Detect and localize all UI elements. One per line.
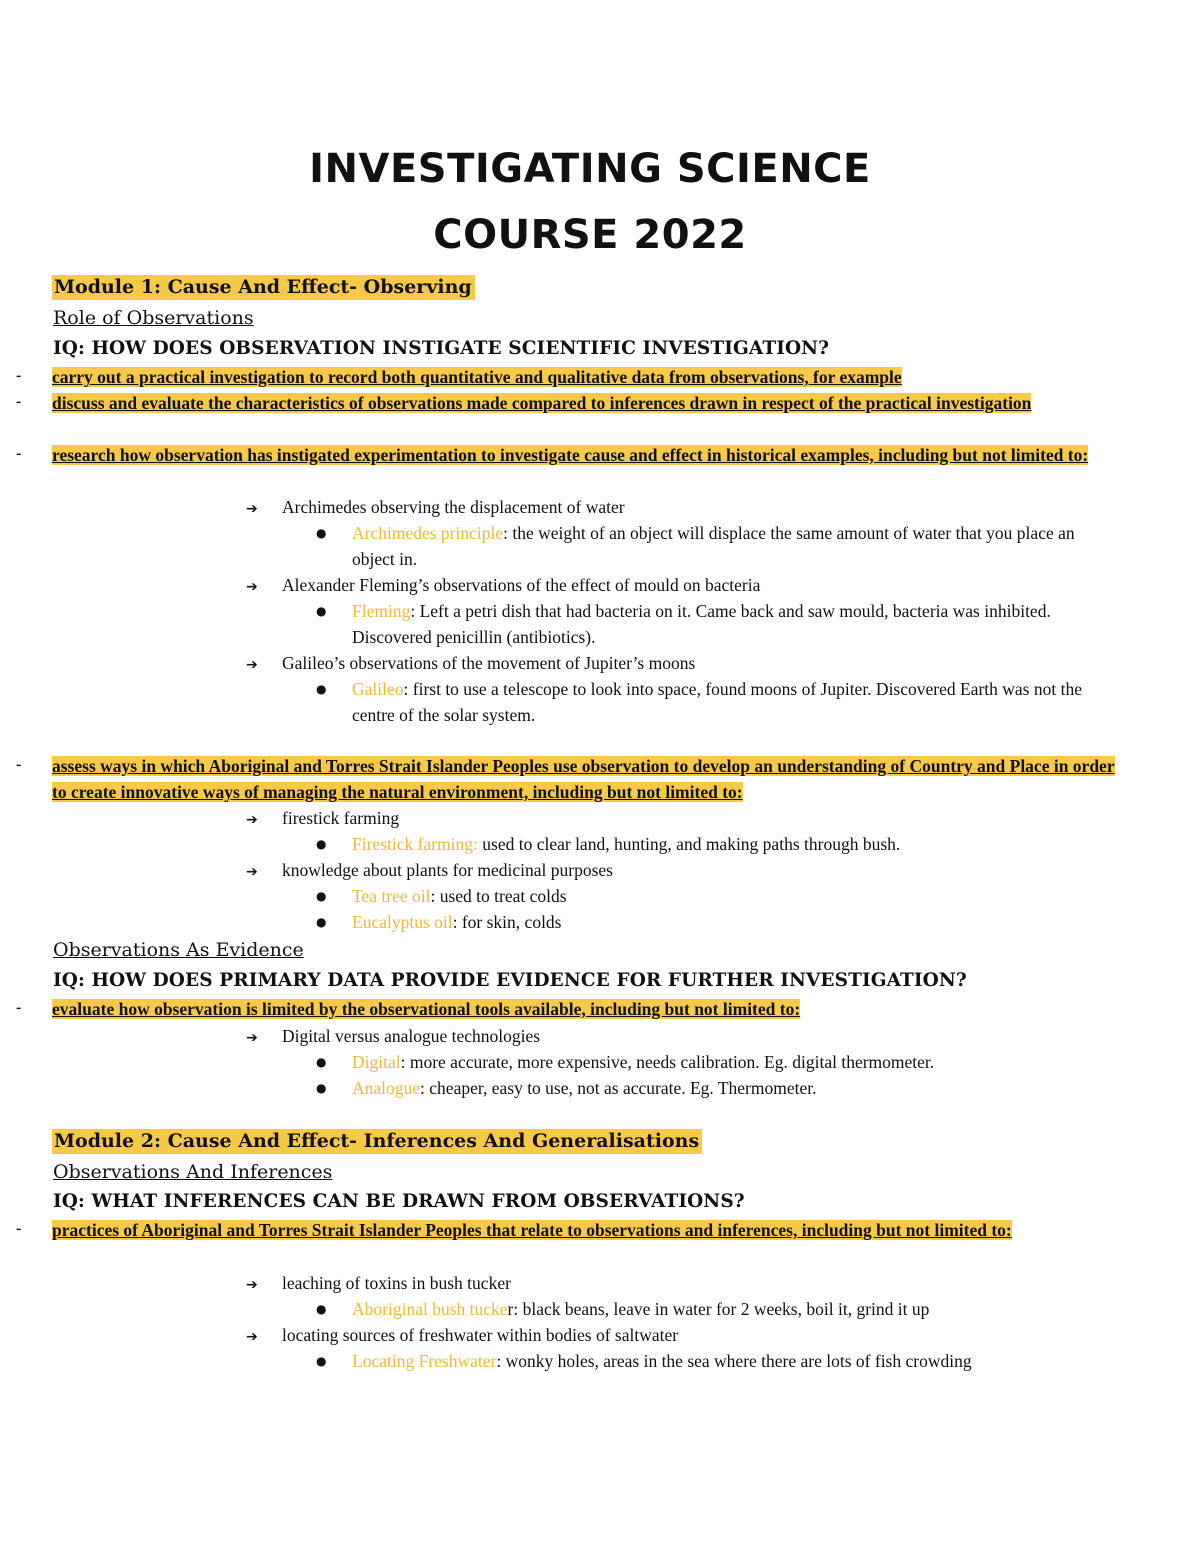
- term-label: Eucalyptus oil: [352, 912, 453, 932]
- arrow-icon: ➔: [246, 657, 258, 673]
- bullet-icon: ●: [316, 682, 327, 696]
- term-label: Archimedes principle: [352, 523, 504, 543]
- document-title-line-1: INVESTIGATING SCIENCE: [309, 146, 871, 192]
- content-point-4-text: assess ways in which Aboriginal and Torres Strait Islander Peoples use observation to develop an understanding of Country and Place in order to create innovative ways of managing the natural environment, including but not limited to:: [52, 756, 1115, 802]
- arrow-item-digital-vs-analogue: [246, 1023, 540, 1051]
- term-note: : more accurate, more expensive, needs calibration. Eg. digital thermometer.: [400, 1052, 935, 1072]
- bullet-icon: ●: [316, 526, 327, 540]
- term-note: : used to treat colds: [430, 886, 567, 906]
- document-title-line-2: COURSE 2022: [433, 212, 747, 258]
- term-note: : Left a petri dish that had bacteria on it. Came back and saw mould, bacteria was inhibited. Discovered penicillin (antibiotics).: [352, 601, 1051, 647]
- bullet-icon: ●: [316, 915, 327, 929]
- term-label: Aboriginal bush tucke: [352, 1299, 508, 1319]
- dash-marker: -: [16, 445, 22, 462]
- inquiry-question-2: IQ: HOW DOES PRIMARY DATA PROVIDE EVIDENCE FOR FURTHER INVESTIGATION?: [53, 970, 967, 991]
- arrow-item-text: knowledge about plants for medicinal purposes: [282, 860, 613, 880]
- arrow-item-galileo: [246, 650, 695, 678]
- arrow-icon: ➔: [246, 1329, 258, 1345]
- content-point-3-text: research how observation has instigated experimentation to investigate cause and effect in historical examples, including but not limited to:: [52, 445, 1089, 465]
- bullet-icon: ●: [316, 1055, 327, 1069]
- arrow-icon: ➔: [246, 1277, 258, 1293]
- content-point-5: [52, 996, 1127, 1022]
- bullet-item-eucalyptus-oil: [316, 909, 1116, 935]
- arrow-item-text: locating sources of freshwater within bodies of saltwater: [282, 1325, 679, 1345]
- content-point-1-text: carry out a practical investigation to record both quantitative and qualitative data from observations, for example: [52, 367, 902, 387]
- dash-marker: -: [16, 1220, 22, 1237]
- term-label: Galileo: [352, 679, 404, 699]
- arrow-item-archimedes: [246, 494, 625, 522]
- bullet-item-analogue: [316, 1075, 1116, 1101]
- inquiry-question-1: IQ: HOW DOES OBSERVATION INSTIGATE SCIENTIFIC INVESTIGATION?: [53, 338, 830, 359]
- term-note: : for skin, colds: [452, 912, 562, 932]
- bullet-icon: ●: [316, 1354, 327, 1368]
- dash-marker: -: [16, 999, 22, 1016]
- term-label: Tea tree oil: [352, 886, 431, 906]
- bullet-item-digital: [316, 1049, 1116, 1075]
- section-observations-and-inferences: Observations And Inferences: [53, 1161, 333, 1183]
- term-note: r: black beans, leave in water for 2 weeks, boil it, grind it up: [507, 1299, 930, 1319]
- bullet-item-tea-tree-oil: [316, 883, 1116, 909]
- bullet-icon: ●: [316, 1081, 327, 1095]
- content-point-6-text: practices of Aboriginal and Torres Strait Islander Peoples that relate to observations and inferences, including but not limited to:: [52, 1220, 1012, 1240]
- arrow-item-text: Archimedes observing the displacement of water: [282, 497, 625, 517]
- module-1-heading: Module 1: Cause And Effect- Observing: [52, 275, 475, 300]
- term-note: : wonky holes, areas in the sea where there are lots of fish crowding: [496, 1351, 972, 1371]
- bullet-item-fleming: [316, 598, 1116, 650]
- arrow-icon: ➔: [246, 579, 258, 595]
- arrow-item-bush-tucker: [246, 1270, 511, 1298]
- arrow-icon: ➔: [246, 864, 258, 880]
- term-label: Firestick farming:: [352, 834, 478, 854]
- arrow-item-text: leaching of toxins in bush tucker: [282, 1273, 511, 1293]
- content-point-2-text: discuss and evaluate the characteristics of observations made compared to inferences drawn in respect of the practical investigation: [52, 393, 1032, 413]
- bullet-icon: ●: [316, 889, 327, 903]
- term-label: Fleming: [352, 601, 411, 621]
- arrow-item-medicinal-plants: [246, 857, 613, 885]
- module-2-heading: Module 2: Cause And Effect- Inferences And Generalisations: [52, 1129, 702, 1154]
- term-note: : the weight of an object will displace the same amount of water that you place an object in.: [352, 523, 1075, 569]
- bullet-icon: ●: [316, 837, 327, 851]
- content-point-6: [52, 1217, 1127, 1243]
- arrow-icon: ➔: [246, 812, 258, 828]
- bullet-item-archimedes-principle: [316, 520, 1116, 572]
- arrow-item-fleming: [246, 572, 760, 600]
- arrow-icon: ➔: [246, 501, 258, 517]
- bullet-item-firestick-farming: [316, 831, 1116, 857]
- term-label: Analogue: [352, 1078, 421, 1098]
- content-point-2: [52, 390, 1127, 416]
- term-note: : cheaper, easy to use, not as accurate. Eg. Thermometer.: [420, 1078, 817, 1098]
- term-label: Digital: [352, 1052, 401, 1072]
- content-point-5-text: evaluate how observation is limited by the observational tools available, including but not limited to:: [52, 999, 801, 1019]
- arrow-item-text: firestick farming: [282, 808, 400, 828]
- dash-marker: -: [16, 393, 22, 410]
- bullet-item-galileo: [316, 676, 1116, 728]
- content-point-4: [52, 753, 1127, 805]
- content-point-1: [52, 364, 1127, 390]
- section-role-of-observations: Role of Observations: [53, 307, 254, 329]
- section-observations-as-evidence: Observations As Evidence: [53, 939, 304, 961]
- term-label: Locating Freshwater: [352, 1351, 497, 1371]
- dash-marker: -: [16, 367, 22, 384]
- arrow-item-firestick: [246, 805, 399, 833]
- bullet-item-aboriginal-bush-tucker: [316, 1296, 1116, 1322]
- dash-marker: -: [16, 756, 22, 773]
- arrow-item-freshwater: [246, 1322, 678, 1350]
- arrow-item-text: Digital versus analogue technologies: [282, 1026, 541, 1046]
- bullet-icon: ●: [316, 1302, 327, 1316]
- bullet-icon: ●: [316, 604, 327, 618]
- term-note: used to clear land, hunting, and making paths through bush.: [477, 834, 901, 854]
- arrow-item-text: Alexander Fleming’s observations of the effect of mould on bacteria: [282, 575, 761, 595]
- term-note: : first to use a telescope to look into space, found moons of Jupiter. Discovered Earth was not the centre of the solar system.: [352, 679, 1082, 725]
- content-point-3: [52, 442, 1127, 468]
- bullet-item-locating-freshwater: [316, 1348, 1116, 1374]
- inquiry-question-3: IQ: WHAT INFERENCES CAN BE DRAWN FROM OBSERVATIONS?: [53, 1191, 745, 1212]
- arrow-item-text: Galileo’s observations of the movement of Jupiter’s moons: [282, 653, 696, 673]
- arrow-icon: ➔: [246, 1030, 258, 1046]
